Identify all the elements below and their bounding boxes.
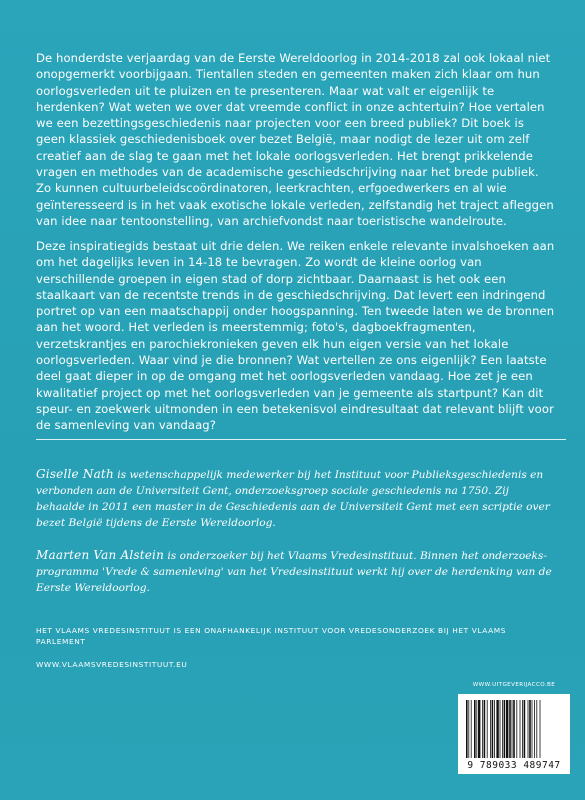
barcode-bar xyxy=(476,700,477,758)
institute-website[interactable]: WWW.VLAAMSVREDESINSTITUUT.EU xyxy=(36,660,188,669)
author-bio-text-2: is onderzoeker bij het Vlaams Vredesinstituut. Binnen het onderzoeks-programma 'Vrede & samenleving' van het Vredesinstituut werkt hij over de herdenking van de Eerste Wereldoorlog. xyxy=(36,550,552,594)
intro-paragraph-1: De honderdste verjaardag van de Eerste Wereldoorlog in 2014-2018 zal ook lokaal niet onopgemerkt voorbijgaan. Tientallen steden en gemeenten maken zich klaar om hun oorlogsverleden uit te pluizen en te presenteren. Maar wat valt er eigenlijk te herdenken? Wat weten we over dat vreemde conflict in onze achtertuin? Hoe vertalen we een bezettingsgeschiedenis naar projecten voor een breed publiek? Dit boek is geen klassiek geschiedenisboek over bezet België, maar nodigt de lezer uit om zelf creatief aan de slag te gaan met het lokale oorlogsverleden. Het brengt prikkelende vragen en methodes van de academische geschiedschrijving naar het brede publiek. Zo kunnen cultuurbeleidscoördinatoren, leerkrachten, erfgoedwerkers en al wie geïnteresseerd is in het vaak exotische lokale verleden, zelfstandig het traject afleggen van idee naar tentoonstelling, van archiefvondst naar toeristische wandelroute. xyxy=(36,51,554,228)
barcode-bars xyxy=(464,700,564,758)
barcode-bar xyxy=(478,700,480,758)
barcode-bar xyxy=(496,700,498,758)
barcode-bar xyxy=(500,700,501,758)
barcode-bar xyxy=(468,700,469,758)
barcode-bar xyxy=(482,700,483,758)
barcode-bar xyxy=(509,700,511,758)
barcode-bar xyxy=(466,700,468,758)
barcode-bar xyxy=(536,700,537,758)
barcode-bar xyxy=(532,700,533,758)
barcode-bar xyxy=(534,700,535,758)
barcode-bar xyxy=(512,700,513,758)
section-divider xyxy=(36,439,566,440)
isbn-barcode xyxy=(458,694,570,774)
barcode-bar xyxy=(484,700,486,758)
barcode-bar xyxy=(474,700,476,758)
barcode-block xyxy=(458,682,570,782)
author-bio-2 xyxy=(36,547,556,596)
barcode-bar xyxy=(506,700,508,758)
barcode-bar xyxy=(516,700,517,758)
barcode-bar xyxy=(494,700,495,758)
barcode-bar xyxy=(524,700,526,758)
barcode-bar xyxy=(487,700,488,758)
barcode-bar xyxy=(502,700,503,758)
barcode-bar xyxy=(471,700,472,758)
barcode-bar xyxy=(540,700,541,758)
barcode-bar xyxy=(529,700,531,758)
publisher-website[interactable]: WWW.UITGEVERIJACCO.BE xyxy=(472,682,556,688)
institute-statement: HET VLAAMS VREDESINSTITUUT IS EEN ONAFHANKELIJK INSTITUUT VOOR VREDESONDERZOEK BIJ HET VLAAMS PARLEMENT xyxy=(36,626,507,646)
barcode-bar xyxy=(492,700,494,758)
author-name-2: Maarten Van Alstein xyxy=(36,548,165,562)
barcode-bar xyxy=(513,700,515,758)
isbn-digits: 9 789033 489747 xyxy=(458,760,570,771)
author-bio-text-1: is wetenschappelijk medewerker bij het Instituut voor Publieksgeschiedenis en verbonden aan de Universiteit Gent, onderzoeksgroep sociale geschiedenis na 1750. Zij behaalde in 2011 een master in de Geschiedenis aan de Universiteit Gent met een scriptie over bezet België tijdens de Eerste Wereldoorlog. xyxy=(36,469,550,529)
barcode-bar xyxy=(520,700,521,758)
author-name-1: Giselle Nath xyxy=(36,467,114,481)
barcode-bar xyxy=(490,700,491,758)
intro-paragraph-2: Deze inspiratiegids bestaat uit drie delen. We reiken enkele relevante invalshoeken aan om het dagelijks leven in 14-18 te bevragen. Zo wordt de kleine oorlog van verschillende groepen in eigen stad of dorp zichtbaar. Daarnaast is het ook een staalkaart van de recentste trends in de geschiedschrijving. Dat levert een indringend portret op van een maatschappij onder hoogspanning. Ten tweede laten we de bronnen aan het woord. Het verleden is meerstemmig; foto's, dagboekfragmenten, verzetskrantjes en parochiekronieken geven elk hun eigen versie van het lokale oorlogsverleden. Waar vind je die bronnen? Wat vertellen ze ons eigenlijk? Een laatste deel gaat dieper in op de omgang met het oorlogsverleden vandaag. Hoe zet je een kwalitatief project op met het oorlogsverleden van je gemeente als startpunt? Kan dit speur- en zoekwerk uitmonden in een betekenisvol eindresultaat dat relevant blijft voor de samenleving van vandaag? xyxy=(36,239,555,433)
barcode-bar xyxy=(522,700,523,758)
barcode-bar xyxy=(504,700,506,758)
author-bio-1 xyxy=(36,466,556,531)
barcode-bar xyxy=(528,700,529,758)
